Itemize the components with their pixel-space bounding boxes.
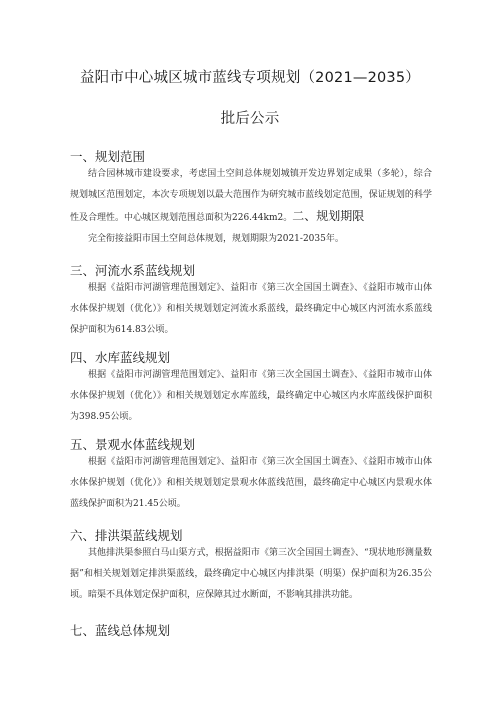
- section-heading-landscape: 五、景观水体蓝线规划: [70, 437, 196, 452]
- section-heading-reservoir: 四、水库蓝线规划: [70, 350, 171, 365]
- section-heading-period: 二、规划期限: [292, 209, 365, 223]
- section-heading-overall: 七、蓝线总体规划: [70, 623, 171, 638]
- page-subtitle: 批后公示: [220, 111, 280, 127]
- section-heading-drainage: 六、排洪渠蓝线规划: [70, 528, 183, 543]
- section-body-landscape: 根据《益阳市河湖管理范围划定》、益阳市《第三次全国国土调查》、《益阳市城市山体水体保护规划（优化）》和相关规划划定景观水体蓝线范围，最终确定中心城区内景观水体蓝线保护面积为21.45公顷。: [70, 457, 432, 509]
- section-heading-river: 三、河流水系蓝线规划: [70, 263, 196, 278]
- section-body-drainage: 其他排洪渠参照白马山渠方式，根据益阳市《第三次全国国土调查》、“现状地形测量数据”和相关规划划定排洪渠蓝线，最终确定中心城区内排洪渠（明渠）保护面积为26.35公顷。暗渠不具体划定保护面积，应保障其过水断面，不影响其排洪功能。: [70, 548, 432, 600]
- section-body-reservoir: 根据《益阳市河湖管理范围划定》、益阳市《第三次全国国土调查》、《益阳市城市山体水体保护规划（优化）》和相关规划划定水库蓝线，最终确定中心城区内水库蓝线保护面积为398.95公顷。: [70, 370, 432, 422]
- page-title: 益阳市中心城区城市蓝线专项规划（2021—2035）: [79, 70, 420, 86]
- section-body-period: 完全衔接益阳市国土空间总体规划，规划期限为2021-2035年。: [88, 234, 344, 244]
- section-body-scope: [70, 164, 432, 229]
- section-text-scope: 结合园林城市建设要求，考虑国土空间总体规划城镇开发边界划定成果（多轮），综合规划城区范围划定，本次专项规划以最大范围作为研究城市蓝线划定范围，保证规划的科学性及合理性。中心城区规划范围总面积为226.44km2。: [70, 169, 432, 223]
- section-heading-scope: 一、规划范围: [70, 149, 146, 164]
- section-body-river: 根据《益阳市河湖管理范围划定》、益阳市《第三次全国国土调查》、《益阳市城市山体水体保护规划（优化）》和相关规划划定河流水系蓝线，最终确定中心城区内河流水系蓝线保护面积为614.83公顷。: [70, 283, 432, 335]
